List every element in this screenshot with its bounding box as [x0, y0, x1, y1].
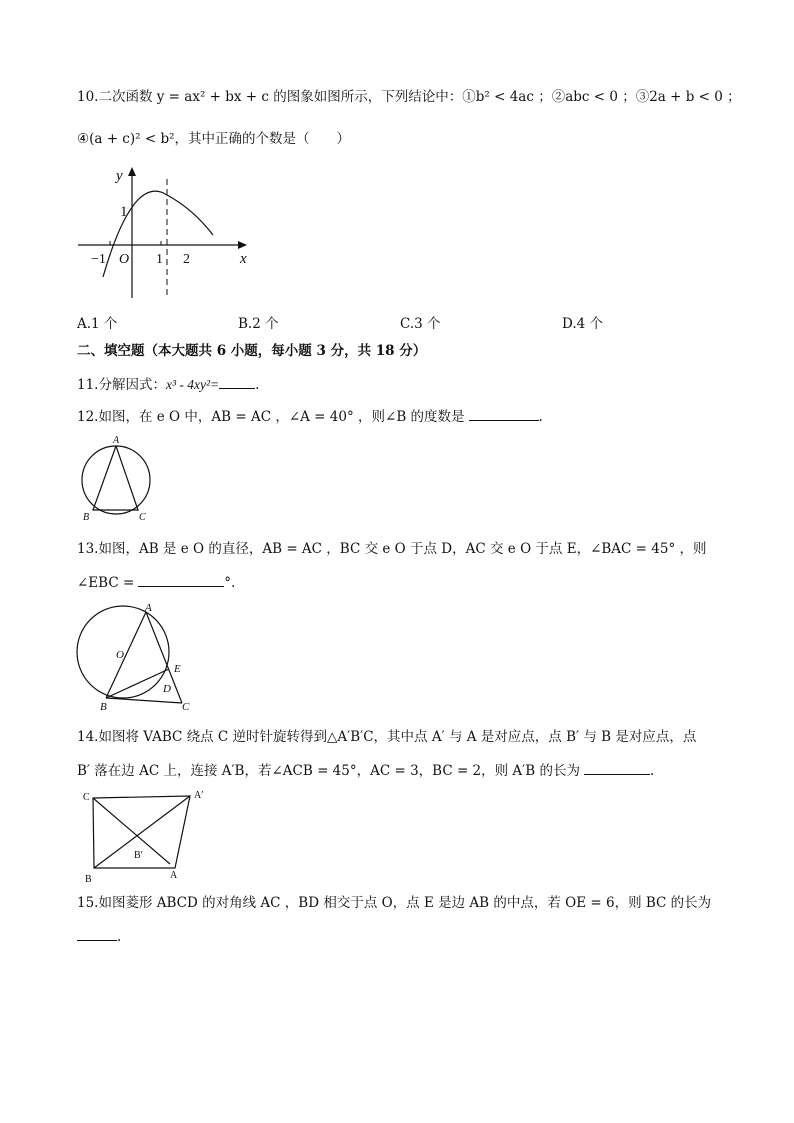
q14-line1: 14.如图将 VABC 绕点 C 逆时针旋转得到△A′B′C，其中点 A′ 与 A 是对应点，点 B′ 与 B 是对应点，点 — [77, 729, 697, 745]
q12-label-b: B — [83, 512, 90, 523]
q12-label-a: A — [113, 435, 120, 446]
q10-line2: ④(a + c)² < b²，其中正确的个数是（ ） — [77, 131, 350, 147]
q13-label-b: B — [100, 701, 107, 713]
q15-line2 — [77, 926, 121, 946]
q13-circle-figure — [75, 600, 205, 713]
q13-label-d: D — [163, 683, 171, 695]
q13-line2 — [77, 572, 235, 592]
q10-option-b[interactable]: B.2 个 — [238, 316, 279, 332]
q12-line — [77, 406, 543, 426]
q13-line1: 13.如图，AB 是 e O 的直径，AB = AC ，BC 交 e O 于点 D，AC 交 e O 于点 E，∠BAC = 45° ，则 — [77, 541, 707, 557]
graph-origin: O — [119, 252, 130, 267]
q14-answer-blank[interactable] — [584, 760, 650, 775]
q14-line2 — [77, 760, 654, 780]
q14-rotation-figure — [80, 788, 210, 883]
q14-text: B′ 落在边 AC 上，连接 A′B，若∠ACB = 45°，AC = 3，BC = 2，则 A′B 的长为 — [77, 763, 580, 779]
q15-answer-blank[interactable] — [77, 926, 117, 941]
q10-option-d[interactable]: D.4 个 — [562, 316, 604, 332]
q13-label-a: A — [145, 602, 152, 614]
q13-label-e: E — [174, 663, 181, 675]
q13-label-c: C — [182, 701, 190, 713]
q11-suffix: . — [255, 377, 260, 393]
graph-y-label: y — [116, 168, 123, 184]
graph-tick-neg1: −1 — [91, 252, 106, 267]
q12-suffix: . — [538, 409, 543, 425]
graph-tick-2: 2 — [183, 252, 190, 267]
q14-suffix: . — [649, 763, 655, 779]
q14-label-b-prime: B′ — [134, 850, 143, 861]
q15-suffix: . — [117, 929, 122, 945]
q14-label-a-prime: A′ — [194, 790, 204, 801]
q12-label-c: C — [139, 512, 146, 523]
q11-answer-blank[interactable] — [219, 374, 255, 389]
q10-option-c[interactable]: C.3 个 — [400, 316, 441, 332]
q13-label-o: O — [116, 649, 124, 661]
graph-x-label: x — [240, 251, 247, 267]
q10-option-a[interactable]: A.1 个 — [77, 316, 118, 332]
q12-answer-blank[interactable] — [469, 406, 539, 421]
q10-line1: 10.二次函数 y = ax² + bx + c 的图象如图所示，下列结论中：①b² < 4ac ；②abc < 0 ；③2a + b < 0 ； — [77, 89, 741, 105]
q13-answer-blank[interactable] — [138, 572, 224, 587]
q11-prefix: 11.分解因式： — [77, 377, 166, 393]
q12-text: 12.如图，在 e O 中，AB = AC ，∠A = 40° ，则∠B 的度数是 — [77, 409, 465, 425]
q11-expression: x³ - 4xy²= — [165, 377, 220, 392]
q14-label-b: B — [85, 874, 92, 885]
q10-parabola-graph — [75, 165, 255, 305]
section-title: 二、填空题（本大题共 6 小题，每小题 3 分，共 18 分） — [77, 343, 427, 359]
q13-suffix: °. — [224, 575, 236, 591]
q14-label-a: A — [170, 870, 178, 881]
graph-y-tick-1: 1 — [120, 204, 128, 220]
q11-line — [77, 374, 259, 394]
q13-prefix: ∠EBC = — [77, 575, 135, 591]
q15-line1: 15.如图菱形 ABCD 的对角线 AC ，BD 相交于点 O，点 E 是边 AB 的中点，若 OE = 6，则 BC 的长为 — [77, 895, 712, 911]
q14-label-c: C — [83, 792, 90, 803]
q12-circle-figure — [75, 436, 165, 526]
graph-tick-1: 1 — [156, 252, 163, 267]
